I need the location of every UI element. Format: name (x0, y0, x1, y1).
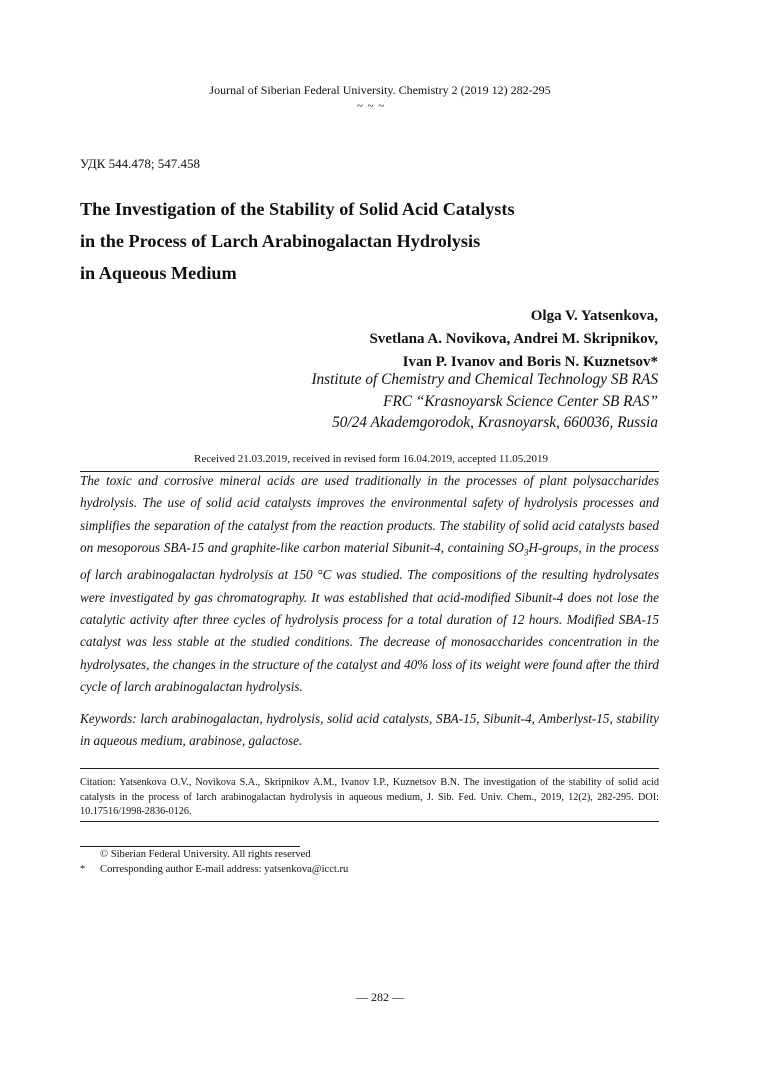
abstract-text-cont: H-groups, in the process of larch arabinogalactan hydrolysis at 150 °C was studied. The compositions of the resulting hydrolysates were investigated by gas chromatography. It was established that acid-modified Sibunit-4 does not lose the catalytic activity after three cycles of hydrolysis process for a total duration of 12 hours. Modified SBA-15 catalyst was less stable at the studied conditions. The decrease of monosaccharides concentration in the hydrolysates, the changes in the structure of the catalyst and 40% loss of its weight were found after the third cycle of larch arabinogalactan hydrolysis. (80, 540, 659, 695)
affiliation-line: 50/24 Akademgorodok, Krasnoyarsk, 660036, Russia (332, 414, 658, 431)
citation-bottom-rule (80, 821, 659, 822)
author-line: Ivan P. Ivanov and Boris N. Kuznetsov* (402, 354, 658, 370)
title-line: The Investigation of the Stability of Solid Acid Catalysts (80, 199, 515, 219)
abstract (80, 470, 659, 699)
title-line: in Aqueous Medium (80, 263, 237, 283)
author-list (369, 305, 658, 374)
received-dates: Received 21.03.2019, received in revised form 16.04.2019, accepted 11.05.2019 (194, 453, 548, 465)
header-ornament: ~ ~ ~ (356, 100, 386, 112)
affiliation-line: Institute of Chemistry and Chemical Technology SB RAS (311, 371, 658, 388)
affiliation-line: FRC “Krasnoyarsk Science Center SB RAS” (383, 392, 658, 410)
abstract-text: The toxic and corrosive mineral acids are used traditionally in the processes of plant polysaccharides hydrolysis. The use of solid acid catalysts improves the environmental safety of hydrolysis processes and simplifies the separation of the catalyst from the reaction products. The stability of solid acid catalysts based on mesoporous SBA-15 and graphite-like carbon material Sibunit-4, containing SO (80, 473, 659, 556)
author-line: Svetlana A. Novikova, Andrei M. Skripnikov, (369, 331, 658, 347)
keywords: Keywords: larch arabinogalactan, hydrolysis, solid acid catalysts, SBA-15, Sibunit-4, Amberlyst-15, stability in aqueous medium, arabinose, galactose. (80, 711, 659, 749)
author-line: Olga V. Yatsenkova, (530, 308, 658, 324)
journal-header: Journal of Siberian Federal University. Chemistry 2 (2019 12) 282-295 (209, 83, 551, 97)
citation: Citation: Yatsenkova O.V., Novikova S.A., Skripnikov A.M., Ivanov I.P., Kuznetsov B.N. The investigation of the stability of solid acid catalysts in the process of larch arabinogalactan hydrolysis in aqueous medium, J. Sib. Fed. Univ. Chem., 2019, 12(2), 282-295. DOI: 10.17516/1998-2836-0126. (80, 777, 659, 818)
udk-code: УДК 544.478; 547.458 (80, 156, 201, 171)
formula-subscript: 3 (523, 547, 529, 558)
footnote-copyright: © Siberian Federal University. All rights reserved (100, 849, 311, 860)
article-title (80, 193, 680, 289)
footnote-corresponding: * Corresponding author E-mail address: yatsenkova@icct.ru (80, 864, 349, 875)
title-line: in the Process of Larch Arabinogalactan Hydrolysis (80, 231, 481, 251)
page-number: — 282 — (356, 990, 404, 1004)
footnote-rule (80, 846, 300, 847)
affiliation (311, 369, 658, 434)
citation-top-rule (80, 768, 659, 769)
